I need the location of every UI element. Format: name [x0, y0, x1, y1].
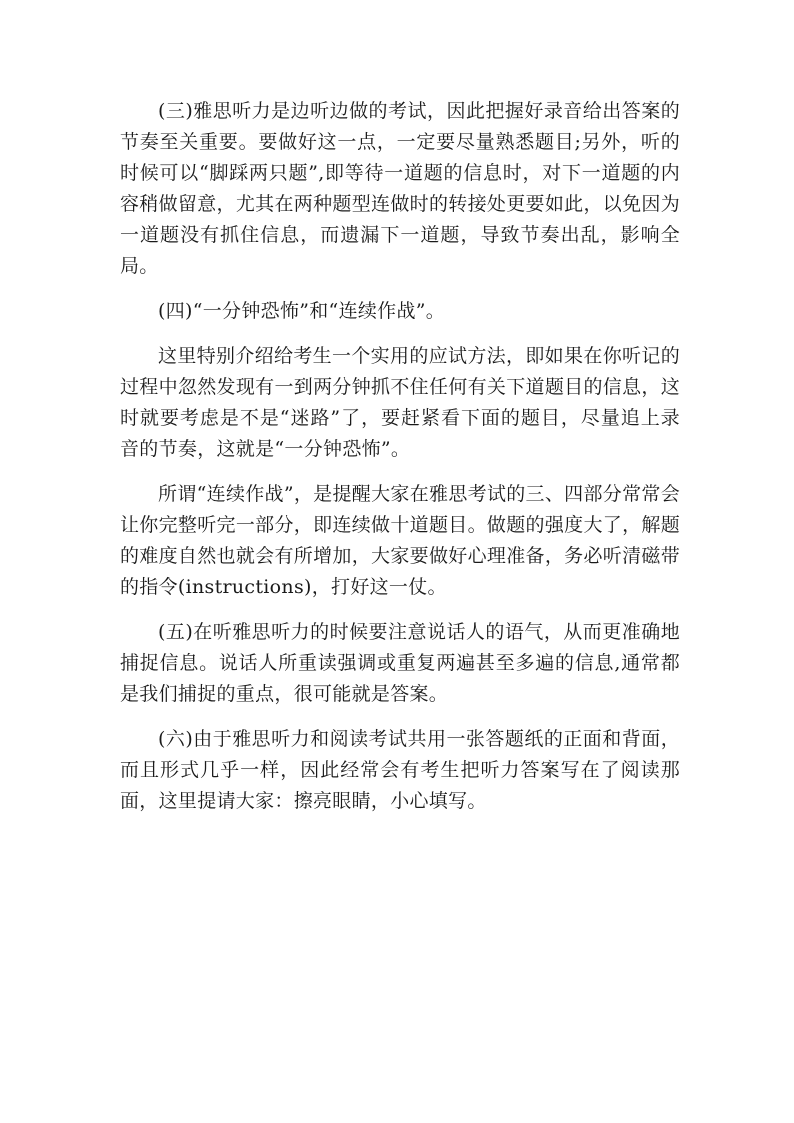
paragraph-one-minute-panic: 这里特别介绍给考生一个实用的应试方法，即如果在你听记的过程中忽然发现有一到两分钟抓不住任何有关下道题目的信息，这时就要考虑是不是“迷路”了，要赶紧看下面的题目，尽量追上录音的节奏，这就是“一分钟恐怖”。	[120, 345, 680, 460]
paragraph-five-tone: (五)在听雅思听力的时候要注意说话人的语气，从而更准确地捕捉信息。说话人所重读强调或重复两遍甚至多遍的信息,通常都是我们捕捉的重点，很可能就是答案。	[120, 621, 680, 705]
paragraph-continuous-work: 所谓“连续作战”，是提醒大家在雅思考试的三、四部分常常会让你完整听完一部分，即连续做十道题目。做题的强度大了，解题的难度自然也就会有所增加，大家要做好心理准备，务必听清磁带的指令(instructions)，打好这一仗。	[120, 483, 680, 598]
paragraph-three-rhythm: (三)雅思听力是边听边做的考试，因此把握好录音给出答案的节奏至关重要。要做好这一点，一定要尽量熟悉题目;另外，听的时候可以“脚踩两只题”,即等待一道题的信息时，对下一道题的内容稍做留意，尤其在两种题型连做时的转接处更要如此，以免因为一道题没有抓住信息，而遗漏下一道题，导致节奏出乱，影响全局。	[120, 100, 680, 277]
paragraph-four-heading: (四)“一分钟恐怖”和“连续作战”。	[158, 300, 446, 322]
paragraph-six-answer-sheet: (六)由于雅思听力和阅读考试共用一张答题纸的正面和背面，而且形式几乎一样，因此经常会有考生把听力答案写在了阅读那面，这里提请大家：擦亮眼睛，小心填写。	[120, 728, 680, 812]
document-body	[120, 96, 680, 831]
